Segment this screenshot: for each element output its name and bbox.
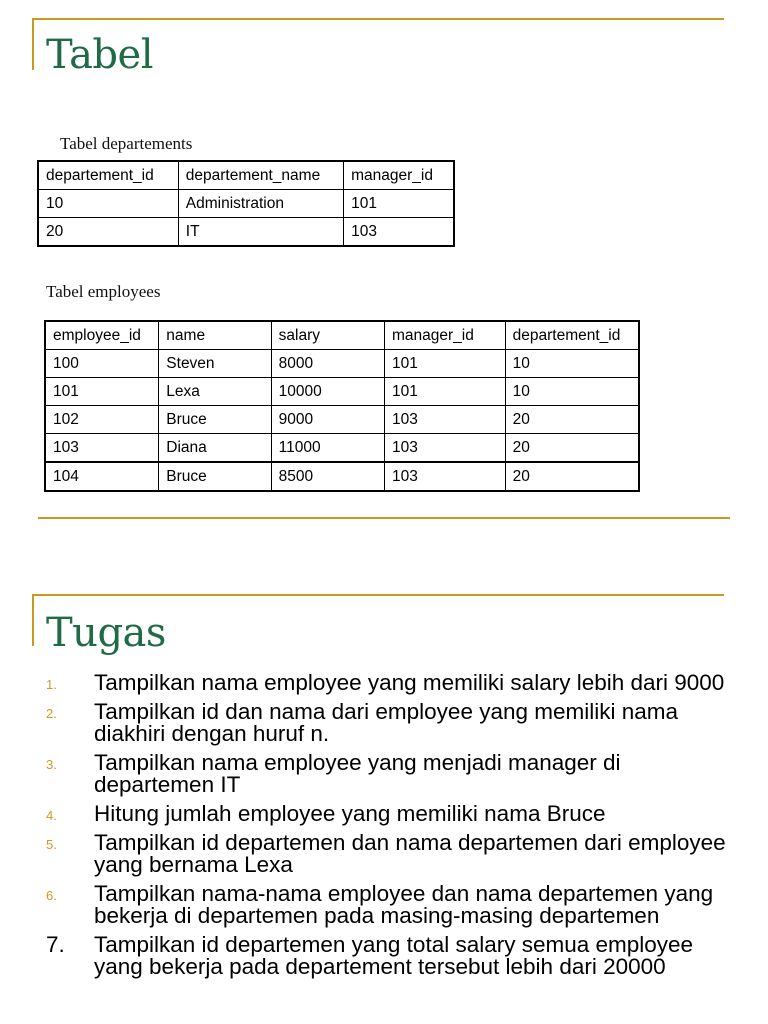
list-number: 2. (46, 706, 57, 721)
table-cell: 10 (505, 378, 639, 406)
list-item-text: Tampilkan nama employee yang menjadi manager di departemen IT (94, 750, 621, 797)
list-number: 4. (46, 808, 57, 823)
employees-caption: Tabel employees (46, 282, 161, 301)
list-item-text: Hitung jumlah employee yang memiliki nama Bruce (94, 801, 606, 826)
task-list (46, 672, 746, 985)
table-cell: IT (178, 218, 343, 247)
table-cell: 8000 (271, 350, 384, 378)
table-cell: 101 (45, 378, 159, 406)
table-cell: 10000 (271, 378, 384, 406)
list-number: 5. (46, 837, 57, 852)
employees-table (44, 320, 640, 492)
table-header-cell: manager_id (384, 321, 505, 350)
table-header-cell: departement_id (38, 161, 178, 190)
table-row (45, 434, 639, 463)
table-row (45, 378, 639, 406)
slide2-title: Tugas (46, 610, 166, 656)
table-cell: 101 (384, 350, 505, 378)
table-cell: 102 (45, 406, 159, 434)
list-number: 1. (46, 677, 57, 692)
table-header-row (45, 321, 639, 350)
list-number: 6. (46, 888, 57, 903)
departements-table (37, 160, 455, 247)
list-item (46, 672, 746, 694)
table-cell: 11000 (271, 434, 384, 463)
list-item-text: Tampilkan id dan nama dari employee yang memiliki nama diakhiri dengan huruf n. (94, 699, 679, 746)
table-header-cell: salary (271, 321, 384, 350)
table-header-row (38, 161, 454, 190)
table-row (45, 406, 639, 434)
list-item (46, 883, 746, 927)
table-row (45, 462, 639, 491)
table-cell: Administration (178, 190, 343, 218)
departements-caption: Tabel departements (60, 134, 193, 153)
table-cell: 103 (384, 434, 505, 463)
table-cell: 104 (45, 462, 159, 491)
slide1-bottom-rule (38, 517, 730, 519)
list-number: 3. (46, 757, 57, 772)
slide2-left-rule (32, 594, 34, 646)
list-item (46, 701, 746, 745)
list-item-text: Tampilkan id departemen dan nama departemen dari employee yang bernama Lexa (94, 830, 726, 877)
table-cell: 101 (384, 378, 505, 406)
table-header-cell: manager_id (344, 161, 454, 190)
table-cell: 100 (45, 350, 159, 378)
slide1-title: Tabel (46, 32, 153, 78)
table-cell: 103 (45, 434, 159, 463)
list-item (46, 752, 746, 796)
slide2-top-rule (32, 594, 724, 596)
table-header-cell: employee_id (45, 321, 159, 350)
slide1-left-rule (32, 18, 34, 70)
table-cell: 101 (344, 190, 454, 218)
table-row (38, 218, 454, 247)
table-cell: Bruce (159, 462, 271, 491)
table-cell: 8500 (271, 462, 384, 491)
table-cell: 10 (38, 190, 178, 218)
table-cell: Bruce (159, 406, 271, 434)
table-header-cell: name (159, 321, 271, 350)
list-item-text: Tampilkan nama employee yang memiliki salary lebih dari 9000 (94, 670, 725, 695)
table-cell: Lexa (159, 378, 271, 406)
table-cell: 103 (344, 218, 454, 247)
table-cell: 20 (505, 462, 639, 491)
table-cell: Diana (159, 434, 271, 463)
table-cell: 20 (505, 406, 639, 434)
table-row (38, 190, 454, 218)
list-number: 7. (46, 932, 65, 957)
slide1-top-rule (32, 18, 724, 20)
table-cell: 103 (384, 462, 505, 491)
table-cell: 103 (384, 406, 505, 434)
table-header-cell: departement_id (505, 321, 639, 350)
list-item-text: Tampilkan id departemen yang total salary semua employee yang bekerja pada departement tersebut lebih dari 20000 (94, 932, 694, 979)
list-item (46, 934, 746, 978)
table-header-cell: departement_name (178, 161, 343, 190)
list-item-text: Tampilkan nama-nama employee dan nama departemen yang bekerja di departemen pada masing-masing departemen (94, 881, 714, 928)
table-cell: Steven (159, 350, 271, 378)
table-cell: 20 (38, 218, 178, 247)
table-cell: 20 (505, 434, 639, 463)
list-item (46, 803, 746, 825)
table-row (45, 350, 639, 378)
list-item (46, 832, 746, 876)
table-cell: 10 (505, 350, 639, 378)
table-cell: 9000 (271, 406, 384, 434)
